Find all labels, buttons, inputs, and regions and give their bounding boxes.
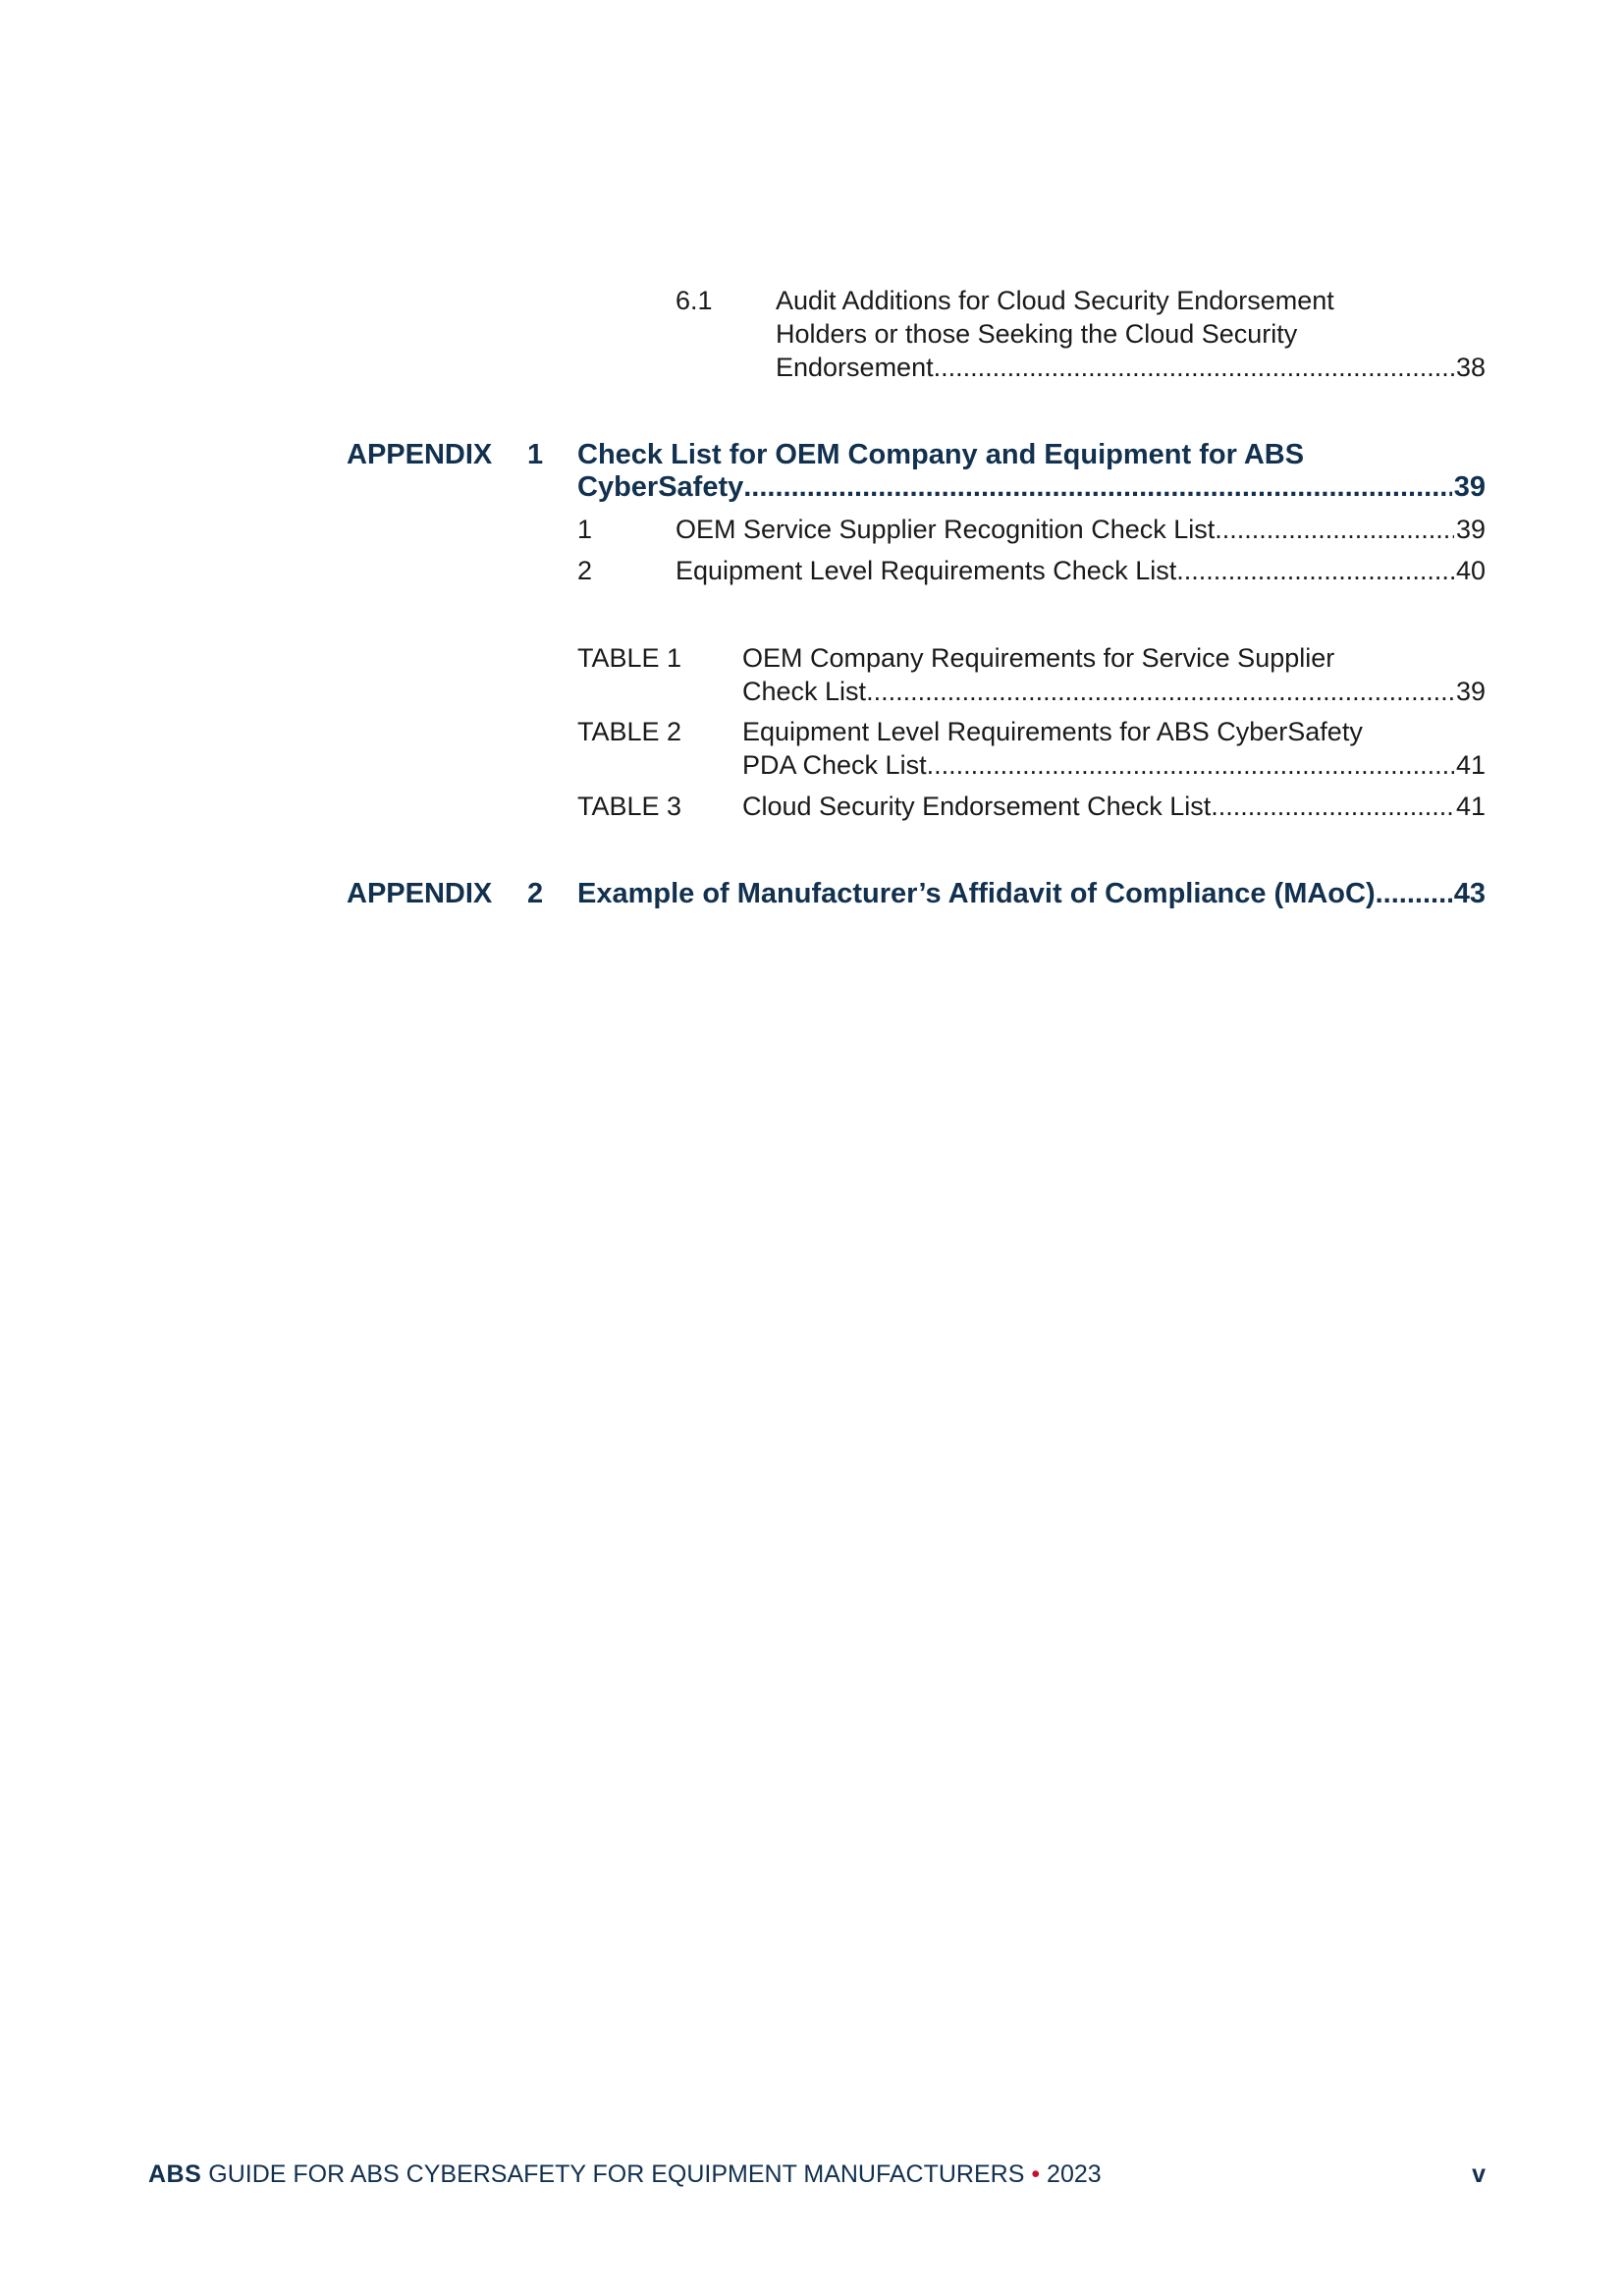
page-number: 39 bbox=[1455, 677, 1486, 706]
dot-leader bbox=[934, 351, 1454, 384]
page-number: 38 bbox=[1455, 353, 1486, 382]
page-number: 39 bbox=[1455, 515, 1486, 544]
appendix-leader-line bbox=[577, 470, 1486, 504]
abs-brand: ABS bbox=[148, 2160, 202, 2188]
table-label: TABLE 1 bbox=[577, 643, 682, 673]
section-number: 6.1 bbox=[676, 286, 713, 315]
table-leader-line bbox=[742, 675, 1486, 708]
page-number: 39 bbox=[1453, 471, 1486, 503]
appendix-label: APPENDIX bbox=[347, 439, 493, 470]
table-title-line-2: PDA Check List bbox=[742, 750, 927, 780]
table-title: Cloud Security Endorsement Check List bbox=[742, 792, 1212, 821]
page-number: 41 bbox=[1455, 750, 1486, 780]
page-number: 40 bbox=[1455, 556, 1486, 585]
page-footer bbox=[148, 2159, 1486, 2189]
dot-leader bbox=[1211, 790, 1454, 823]
entry-title-line-3: Endorsement bbox=[776, 353, 934, 382]
dot-leader bbox=[1215, 513, 1454, 546]
dot-leader bbox=[866, 675, 1454, 708]
entry-leader-line bbox=[776, 351, 1486, 384]
footer-bullet: • bbox=[1031, 2160, 1041, 2188]
item-title: Equipment Level Requirements Check List bbox=[676, 556, 1177, 585]
page-number: 43 bbox=[1453, 878, 1486, 909]
appendix-label: APPENDIX bbox=[347, 878, 493, 909]
item-leader-line bbox=[676, 513, 1486, 546]
appendix-title-line-2: CyberSafety bbox=[577, 471, 744, 503]
table-title-line-1: Equipment Level Requirements for ABS CyberSafety bbox=[742, 717, 1363, 746]
dot-leader bbox=[927, 748, 1454, 782]
item-title: OEM Service Supplier Recognition Check List bbox=[676, 515, 1216, 544]
entry-title-line-1: Audit Additions for Cloud Security Endorsement bbox=[776, 286, 1334, 315]
table-leader-line bbox=[742, 748, 1486, 782]
footer-page-number: v bbox=[1472, 2160, 1486, 2188]
entry-title-line-2: Holders or those Seeking the Cloud Security bbox=[776, 319, 1298, 349]
dot-leader bbox=[1376, 877, 1452, 910]
item-number: 1 bbox=[577, 515, 593, 544]
table-leader-line bbox=[742, 790, 1486, 823]
appendix-title-line-1: Check List for OEM Company and Equipment for ABS bbox=[577, 439, 1305, 470]
appendix-number: 2 bbox=[527, 878, 544, 909]
table-title-line-1: OEM Company Requirements for Service Supplier bbox=[742, 643, 1335, 673]
item-number: 2 bbox=[577, 556, 593, 585]
appendix-title: Example of Manufacturer’s Affidavit of Compliance (MAoC) bbox=[577, 878, 1376, 909]
footer-title: GUIDE FOR ABS CYBERSAFETY FOR EQUIPMENT MANUFACTURERS bbox=[201, 2160, 1032, 2188]
appendix-number: 1 bbox=[527, 439, 544, 470]
table-label: TABLE 2 bbox=[577, 717, 682, 746]
page-number: 41 bbox=[1455, 792, 1486, 821]
item-leader-line bbox=[676, 554, 1486, 587]
footer-year: 2023 bbox=[1040, 2160, 1102, 2188]
table-title-line-2: Check List bbox=[742, 677, 867, 706]
appendix-leader-line bbox=[577, 877, 1486, 910]
dot-leader bbox=[743, 470, 1451, 504]
dot-leader bbox=[1176, 554, 1454, 587]
table-label: TABLE 3 bbox=[577, 792, 682, 821]
